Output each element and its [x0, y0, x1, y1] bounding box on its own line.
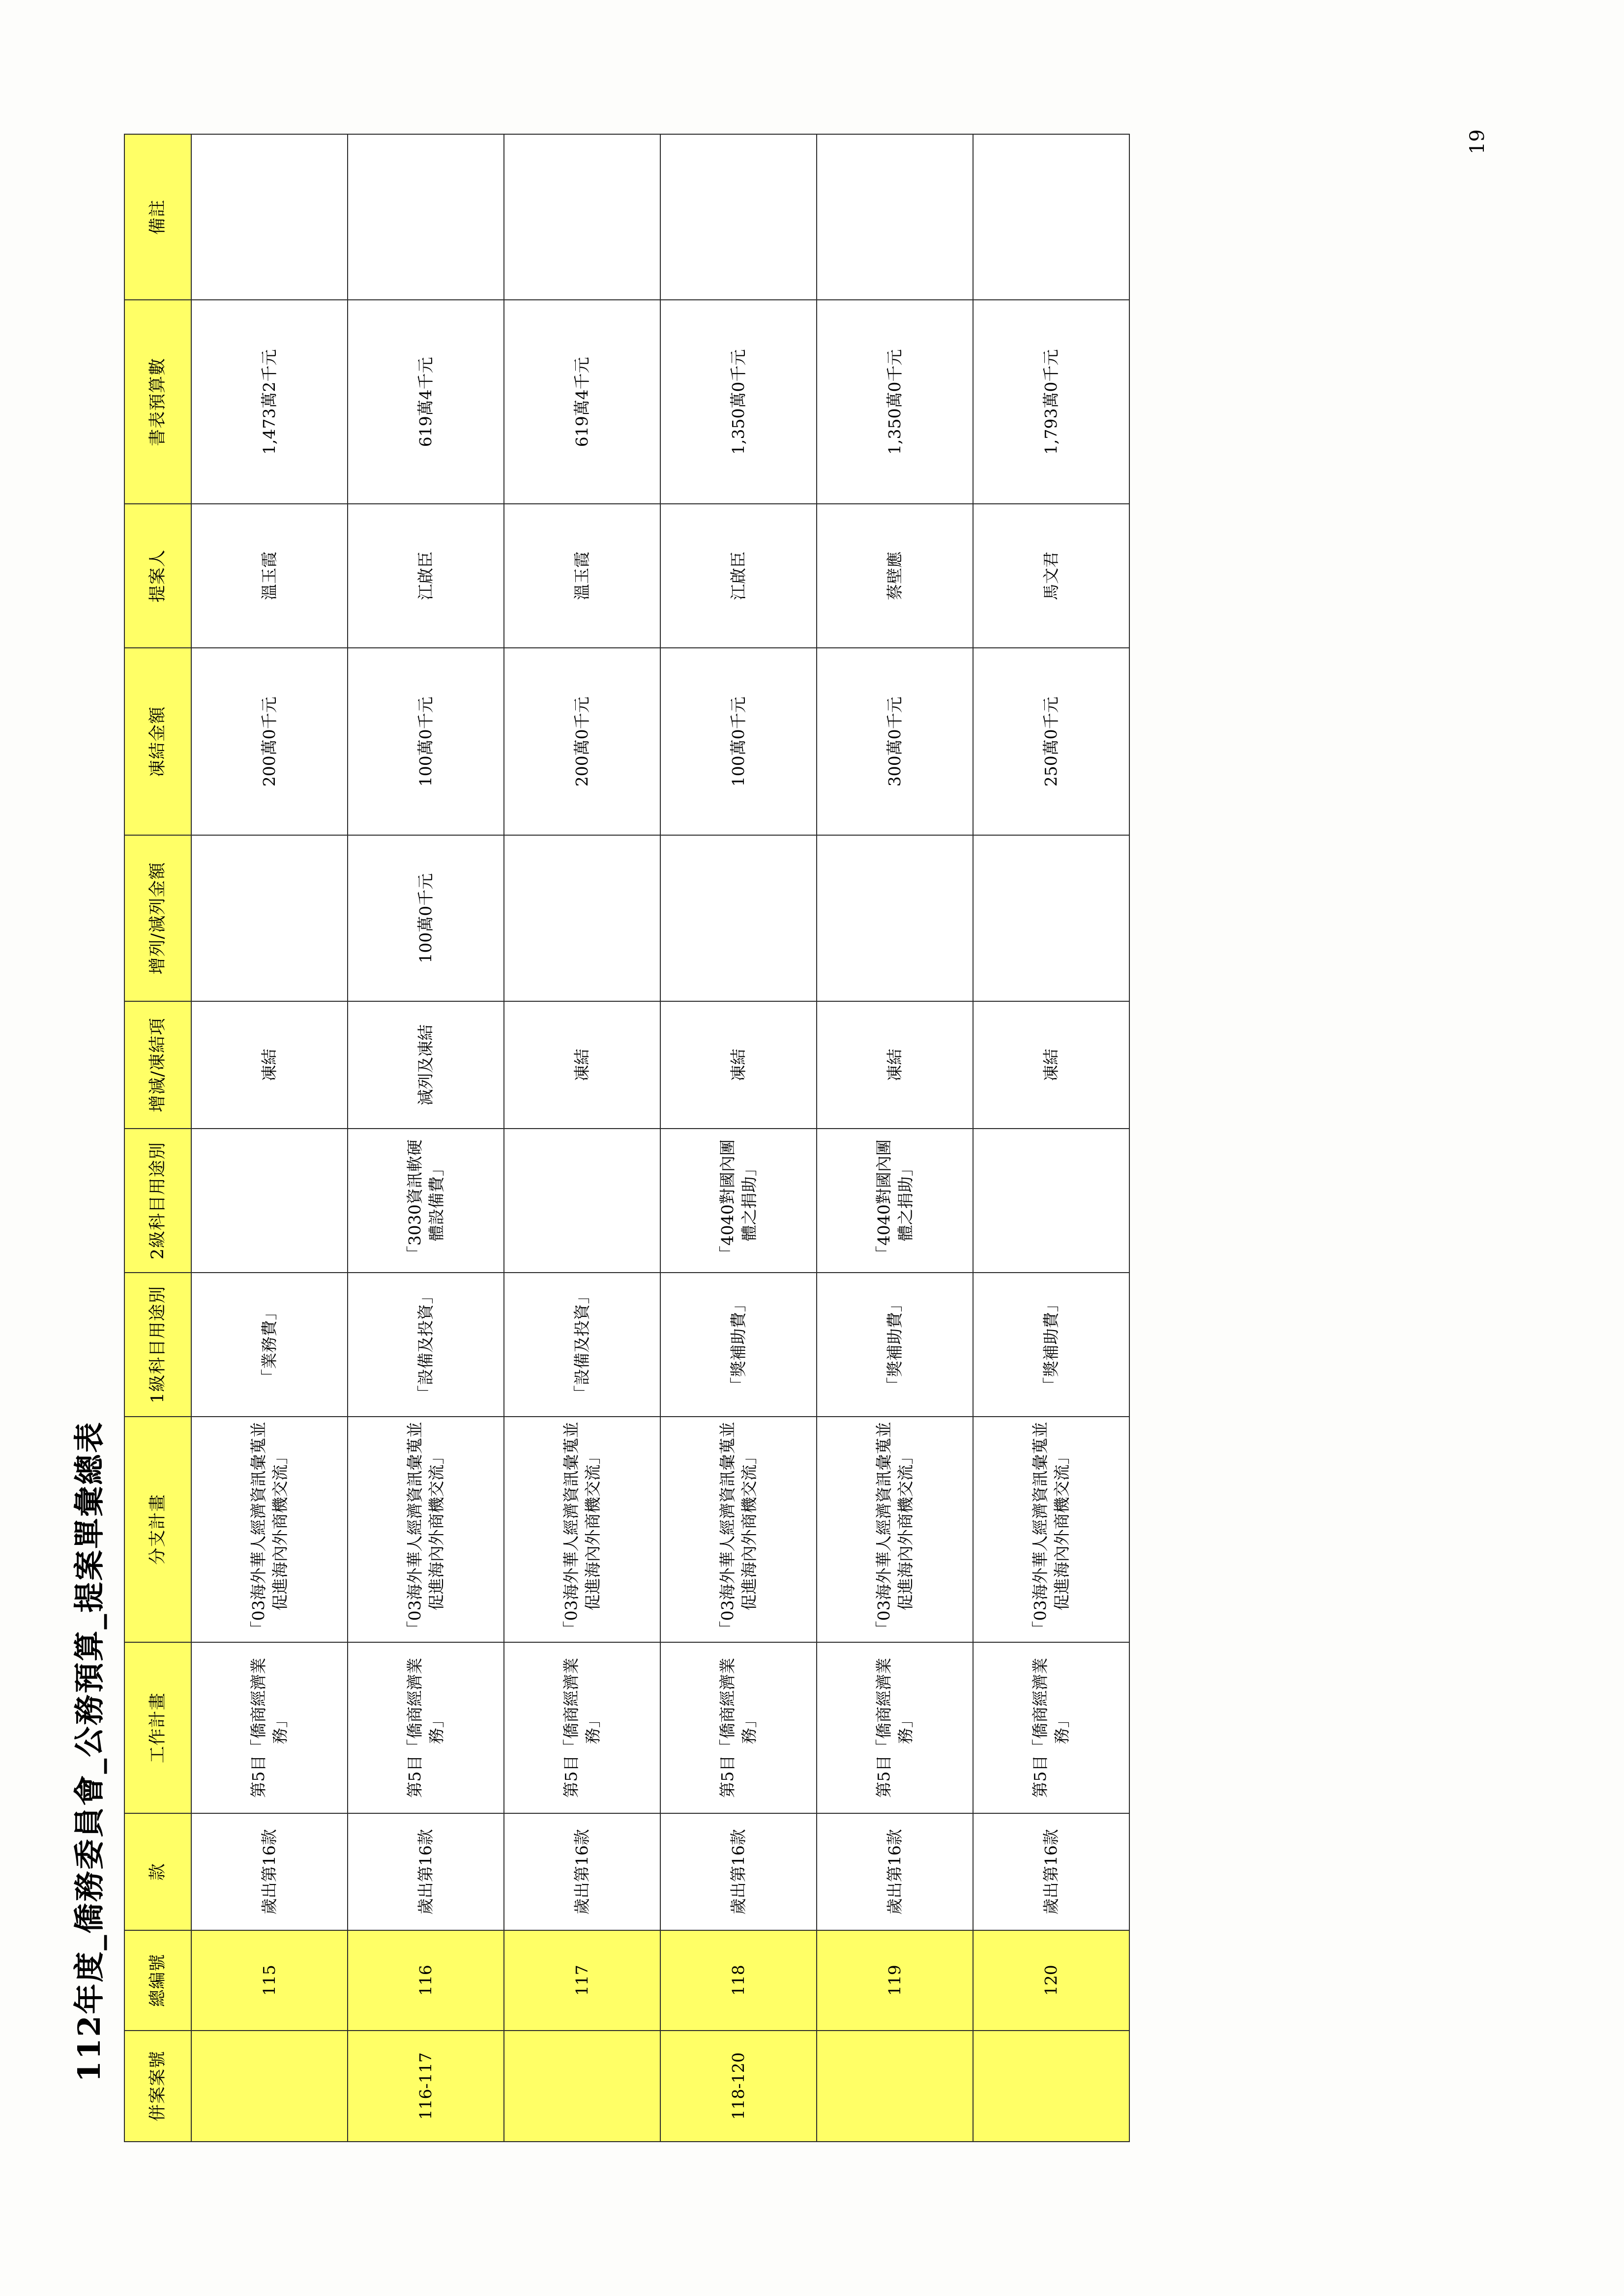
cell-merge-case-no — [504, 2030, 660, 2141]
cell-frozen-amount: 250萬0千元 — [973, 647, 1129, 835]
cell-change-amount — [504, 835, 660, 1001]
column-header-budget-amount: 書表預算數 — [124, 300, 191, 504]
cell-remark — [817, 134, 973, 300]
cell-remark — [348, 134, 504, 300]
rotated-page-content — [45, 67, 1579, 2230]
table-row — [973, 134, 1129, 2142]
cell-work-plan: 第5目「僑商經濟業務」 — [817, 1642, 973, 1813]
cell-branch-plan: 「03海外華人經濟資訊彙蒐並促進海內外商機交流」 — [504, 1416, 660, 1642]
cell-merge-case-no — [191, 2030, 348, 2141]
cell-budget-amount: 1,793萬0千元 — [973, 300, 1129, 504]
cell-level2-subject: 「4040對國內團體之捐助」 — [660, 1129, 817, 1273]
cell-change-type: 凍結 — [191, 1001, 348, 1129]
cell-remark — [973, 134, 1129, 300]
cell-change-amount — [660, 835, 817, 1001]
column-header-work-plan: 工作計畫 — [124, 1642, 191, 1813]
cell-work-plan: 第5目「僑商經濟業務」 — [973, 1642, 1129, 1813]
column-header-level2-subject: 2級科目用途別 — [124, 1129, 191, 1273]
table-row — [348, 134, 504, 2142]
cell-frozen-amount: 100萬0千元 — [660, 647, 817, 835]
table-row — [504, 134, 660, 2142]
cell-change-type: 凍結 — [504, 1001, 660, 1129]
cell-branch-plan: 「03海外華人經濟資訊彙蒐並促進海內外商機交流」 — [191, 1416, 348, 1642]
cell-level1-subject: 「業務費」 — [191, 1273, 348, 1417]
cell-merge-case-no — [817, 2030, 973, 2141]
cell-section: 歲出第16款 — [973, 1813, 1129, 1930]
cell-level2-subject — [504, 1129, 660, 1273]
cell-change-amount — [973, 835, 1129, 1001]
cell-change-amount — [191, 835, 348, 1001]
cell-change-type: 凍結 — [660, 1001, 817, 1129]
cell-frozen-amount: 300萬0千元 — [817, 647, 973, 835]
cell-section: 歲出第16款 — [191, 1813, 348, 1930]
cell-merge-case-no: 116-117 — [348, 2030, 504, 2141]
cell-remark — [191, 134, 348, 300]
cell-section: 歲出第16款 — [348, 1813, 504, 1930]
cell-proposer: 江啟臣 — [348, 504, 504, 648]
cell-frozen-amount: 200萬0千元 — [504, 647, 660, 835]
cell-serial-no: 118 — [660, 1930, 817, 2030]
table-header-row — [124, 134, 191, 2142]
cell-section: 歲出第16款 — [660, 1813, 817, 1930]
page-title: 112年度_僑務委員會_公務預算_提案單彙總表 — [71, 1421, 107, 2082]
page-number: 19 — [1466, 129, 1489, 154]
column-header-merge-case-no: 併案案號 — [124, 2030, 191, 2141]
cell-proposer: 溫玉霞 — [191, 504, 348, 648]
cell-branch-plan: 「03海外華人經濟資訊彙蒐並促進海內外商機交流」 — [973, 1416, 1129, 1642]
cell-serial-no: 117 — [504, 1930, 660, 2030]
cell-proposer: 馬文君 — [973, 504, 1129, 648]
cell-proposer: 溫玉霞 — [504, 504, 660, 648]
budget-proposal-summary-table — [124, 134, 1130, 2142]
cell-merge-case-no: 118-120 — [660, 2030, 817, 2141]
cell-level2-subject — [191, 1129, 348, 1273]
cell-level1-subject: 「設備及投資」 — [504, 1273, 660, 1417]
cell-level2-subject: 「3030資訊軟硬體設備費」 — [348, 1129, 504, 1273]
cell-serial-no: 120 — [973, 1930, 1129, 2030]
cell-proposer: 江啟臣 — [660, 504, 817, 648]
cell-change-type: 減列及凍結 — [348, 1001, 504, 1129]
column-header-section: 款 — [124, 1813, 191, 1930]
cell-budget-amount: 1,473萬2千元 — [191, 300, 348, 504]
cell-budget-amount: 1,350萬0千元 — [660, 300, 817, 504]
cell-work-plan: 第5目「僑商經濟業務」 — [504, 1642, 660, 1813]
cell-work-plan: 第5目「僑商經濟業務」 — [348, 1642, 504, 1813]
column-header-serial-no: 總編號 — [124, 1930, 191, 2030]
cell-branch-plan: 「03海外華人經濟資訊彙蒐並促進海內外商機交流」 — [817, 1416, 973, 1642]
cell-merge-case-no — [973, 2030, 1129, 2141]
cell-level2-subject: 「4040對國內團體之捐助」 — [817, 1129, 973, 1273]
cell-serial-no: 115 — [191, 1930, 348, 2030]
cell-serial-no: 116 — [348, 1930, 504, 2030]
column-header-proposer: 提案人 — [124, 504, 191, 648]
cell-level1-subject: 「獎補助費」 — [817, 1273, 973, 1417]
cell-section: 歲出第16款 — [817, 1813, 973, 1930]
cell-branch-plan: 「03海外華人經濟資訊彙蒐並促進海內外商機交流」 — [660, 1416, 817, 1642]
cell-level1-subject: 「獎補助費」 — [973, 1273, 1129, 1417]
table-row — [191, 134, 348, 2142]
cell-level1-subject: 「獎補助費」 — [660, 1273, 817, 1417]
cell-remark — [660, 134, 817, 300]
cell-work-plan: 第5目「僑商經濟業務」 — [660, 1642, 817, 1813]
cell-change-type: 凍結 — [817, 1001, 973, 1129]
cell-section: 歲出第16款 — [504, 1813, 660, 1930]
table-row — [660, 134, 817, 2142]
column-header-remark: 備註 — [124, 134, 191, 300]
column-header-change-type: 增減/凍結項 — [124, 1001, 191, 1129]
cell-frozen-amount: 100萬0千元 — [348, 647, 504, 835]
cell-work-plan: 第5目「僑商經濟業務」 — [191, 1642, 348, 1813]
cell-serial-no: 119 — [817, 1930, 973, 2030]
cell-budget-amount: 619萬4千元 — [348, 300, 504, 504]
cell-budget-amount: 619萬4千元 — [504, 300, 660, 504]
column-header-frozen-amount: 凍結金額 — [124, 647, 191, 835]
cell-proposer: 蔡壁應 — [817, 504, 973, 648]
column-header-change-amount: 增列/減列金額 — [124, 835, 191, 1001]
cell-level2-subject — [973, 1129, 1129, 1273]
cell-branch-plan: 「03海外華人經濟資訊彙蒐並促進海內外商機交流」 — [348, 1416, 504, 1642]
cell-change-amount — [817, 835, 973, 1001]
cell-frozen-amount: 200萬0千元 — [191, 647, 348, 835]
column-header-branch-plan: 分支計畫 — [124, 1416, 191, 1642]
table-row — [817, 134, 973, 2142]
cell-change-type: 凍結 — [973, 1001, 1129, 1129]
column-header-level1-subject: 1級科目用途別 — [124, 1273, 191, 1417]
cell-budget-amount: 1,350萬0千元 — [817, 300, 973, 504]
cell-change-amount: 100萬0千元 — [348, 835, 504, 1001]
cell-remark — [504, 134, 660, 300]
cell-level1-subject: 「設備及投資」 — [348, 1273, 504, 1417]
